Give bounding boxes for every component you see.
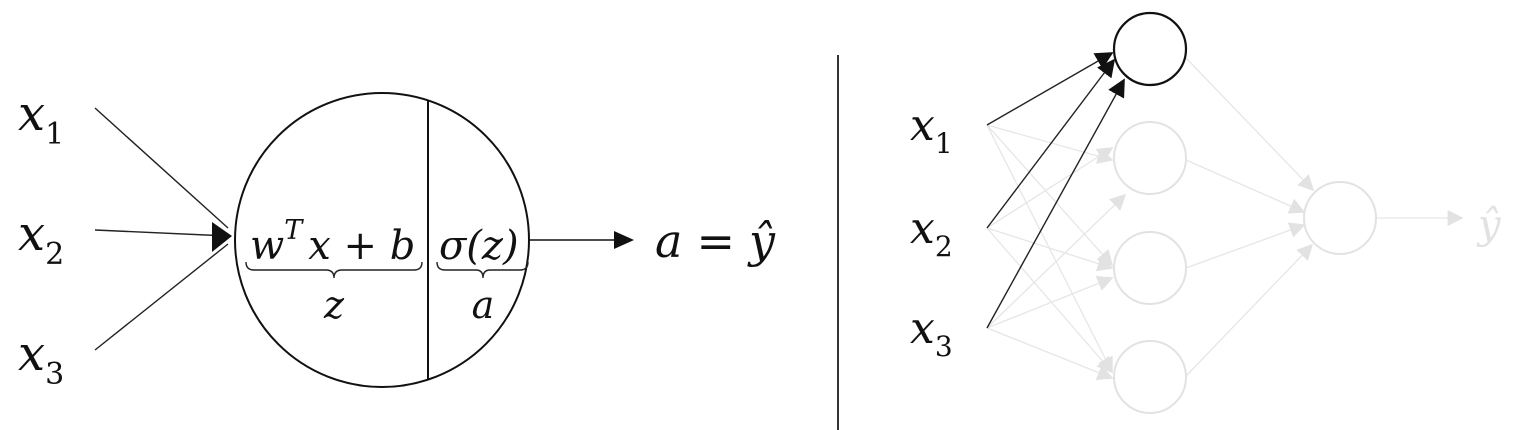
faint-edge — [1186, 245, 1312, 376]
right-input-label-3: $x_3$ — [910, 303, 953, 363]
input-edge-2 — [95, 230, 228, 236]
input-edge-3 — [95, 244, 228, 350]
right-input-label-1: $x_1$ — [910, 100, 953, 160]
input-edge-1 — [95, 108, 228, 228]
right-output-label: ŷ — [1478, 202, 1501, 248]
faint-edge — [987, 125, 1112, 160]
hidden-node-2 — [1114, 122, 1186, 194]
highlighted-edge-1 — [987, 53, 1112, 125]
hidden-node-1-highlighted — [1114, 13, 1186, 85]
hidden-node-3 — [1114, 232, 1186, 304]
linear-term: $w^T$ x + b — [250, 215, 416, 269]
left-input-label-3: $x_3$ — [18, 326, 65, 392]
linear-label: z — [323, 283, 345, 327]
left-input-label-2: $x_2$ — [18, 206, 65, 272]
output-node — [1304, 182, 1376, 254]
output-arrowhead — [614, 231, 634, 249]
faint-input-hidden-edges — [987, 125, 1125, 378]
hidden-node-4 — [1114, 341, 1186, 413]
faint-edge — [987, 228, 1112, 268]
input-arrowhead — [212, 222, 232, 252]
highlighted-edges — [987, 53, 1124, 328]
output-equation: a = ŷ — [655, 214, 775, 268]
activation-term: σ(z) — [439, 223, 519, 269]
activation-label: a — [471, 283, 495, 327]
faint-edge — [1186, 225, 1304, 268]
right-input-label-2: $x_2$ — [910, 203, 953, 263]
network-panel — [910, 13, 1502, 413]
highlighted-edge-3 — [987, 80, 1124, 328]
single-neuron-panel — [18, 86, 776, 392]
faint-edge — [987, 278, 1112, 328]
faint-edge — [1186, 160, 1304, 212]
left-input-label-1: $x_1$ — [18, 86, 65, 152]
highlighted-edge-2 — [987, 60, 1114, 228]
faint-edge — [1186, 58, 1313, 190]
